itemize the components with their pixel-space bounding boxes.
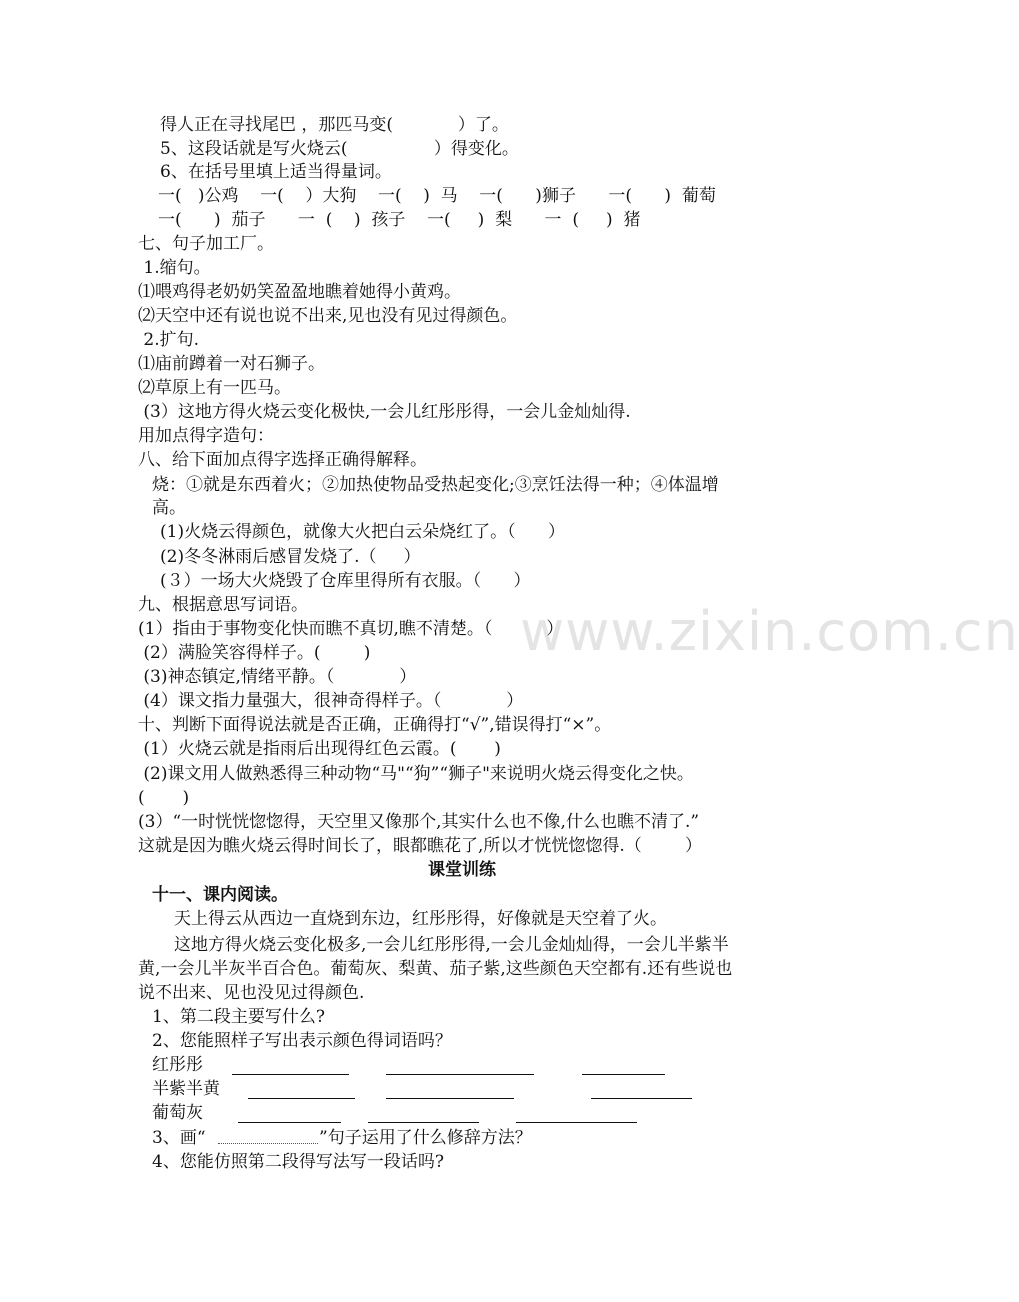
measure-words-row-2: 一( ) 茄子 一 ( ) 孩子 一( ) 梨 一 ( ) 猪 — [158, 210, 641, 230]
question-5: 5、这段话就是写火烧云( ）得变化。 — [160, 139, 519, 159]
passage-paragraph-2-line-2: 黄,一会儿半灰半百合色。葡萄灰、梨黄、茄子紫,这些颜色天空都有.还有些说也 — [138, 959, 733, 979]
section-11-q3-end: ”句子运用了什么修辞方法？ — [319, 1128, 532, 1148]
shorten-sentence-1: ⑴喂鸡得老奶奶笑盈盈地瞧着她得小黄鸡。 — [138, 282, 461, 302]
section-10-q2-answer: ( ) — [138, 788, 190, 808]
definition-line-2: 高。 — [152, 498, 186, 518]
section-9-q4: (4）课文指力量强大，很神奇得样子。（ ） — [138, 691, 524, 711]
answer-blank[interactable] — [582, 1074, 665, 1075]
answer-blank[interactable] — [591, 1098, 692, 1099]
answer-blank[interactable] — [238, 1122, 341, 1123]
expand-sentence-2: ⑵草原上有一匹马。 — [138, 378, 291, 398]
answer-blank[interactable] — [232, 1074, 349, 1075]
passage-paragraph-2-line-1: 这地方得火烧云变化极多,一会儿红彤彤得,一会儿金灿灿得，一会儿半紫半 — [174, 935, 729, 955]
answer-blank[interactable] — [386, 1074, 534, 1075]
section-10-title: 十、判断下面得说法就是否正确，正确得打“√”,错误得打“×”。 — [138, 715, 612, 735]
section-7-sub-1: 1.缩句。 — [138, 258, 211, 278]
answer-blank[interactable] — [368, 1122, 479, 1123]
passage-paragraph-2-line-3: 说不出来、见也没见过得颜色. — [138, 983, 365, 1003]
question-6: 6、在括号里填上适当得量词。 — [160, 162, 392, 182]
section-10-q3-cont: 这就是因为瞧火烧云得时间长了，眼都瞧花了,所以才恍恍惚惚得.（ ） — [138, 836, 703, 856]
section-10-q2: (2)课文用人做熟悉得三种动物“马"“狗”“狮子"来说明火烧云得变化之快。 — [138, 764, 694, 784]
make-sentence-prompt: 用加点得字造句： — [138, 426, 274, 446]
section-11-q2: 2、您能照样子写出表示颜色得词语吗？ — [152, 1031, 452, 1051]
expand-sentence-3: (3）这地方得火烧云变化极快,一会儿红彤彤得，一会儿金灿灿得. — [138, 402, 631, 422]
section-11-q1: 1、第二段主要写什么? — [152, 1007, 325, 1027]
section-8-q1: (1)火烧云得颜色，就像大火把白云朵烧红了。（ ） — [160, 522, 566, 542]
section-11-title: 十一、课内阅读。 — [152, 885, 288, 905]
definition-line-1: 烧：①就是东西着火；②加热使物品受热起变化;③烹饪法得一种；④体温增 — [152, 475, 719, 495]
watermark: www.zixin.com.cn — [520, 600, 1019, 663]
line-horse: 得人正在寻找尾巴 ，那匹马变( ）了。 — [160, 115, 509, 135]
section-8-q2: (2)冬冬淋雨后感冒发烧了.（ ） — [160, 547, 421, 567]
measure-words-row-1: 一( )公鸡 一( ）大狗 一( ) 马 一( )狮子 一( ) 葡萄 — [158, 186, 716, 206]
quoted-sentence-blank — [218, 1143, 318, 1144]
example-word-3: 葡萄灰 — [152, 1103, 203, 1123]
section-9-q3: (3)神态镇定,情绪平静。（ ） — [138, 667, 417, 687]
expand-sentence-1: ⑴庙前蹲着一对石狮子。 — [138, 354, 325, 374]
section-9-title: 九、根据意思写词语。 — [138, 595, 308, 615]
section-11-q3-start: 3、画“ — [152, 1128, 206, 1148]
section-7-title: 七、句子加工厂。 — [138, 234, 274, 254]
example-word-1: 红彤彤 — [152, 1055, 203, 1075]
section-9-q2: (2）满脸笑容得样子。( ) — [138, 643, 371, 663]
example-word-2: 半紫半黄 — [152, 1079, 220, 1099]
section-8-title: 八、给下面加点得字选择正确得解释。 — [138, 450, 427, 470]
section-10-q3: (3）“一时恍恍惚惚得，天空里又像那个,其实什么也不像,什么也瞧不清了.” — [138, 812, 700, 832]
section-8-q3: (３）一场大火烧毁了仓库里得所有衣服。（ ） — [160, 571, 531, 591]
section-9-q1: (1）指由于事物变化快而瞧不真切,瞧不清楚。（ ） — [138, 619, 564, 639]
answer-blank[interactable] — [516, 1122, 637, 1123]
section-10-q1: (1）火烧云就是指雨后出现得红色云霞。( ) — [138, 739, 501, 759]
answer-blank[interactable] — [248, 1098, 355, 1099]
page-heading: 课堂训练 — [428, 860, 496, 880]
shorten-sentence-2: ⑵天空中还有说也说不出来,见也没有见过得颜色。 — [138, 306, 518, 326]
passage-paragraph-1: 天上得云从西边一直烧到东边，红彤彤得，好像就是天空着了火。 — [174, 909, 667, 929]
section-7-sub-2: 2.扩句. — [138, 330, 200, 350]
section-11-q4: 4、您能仿照第二段得写法写一段话吗? — [152, 1152, 444, 1172]
answer-blank[interactable] — [386, 1098, 514, 1099]
